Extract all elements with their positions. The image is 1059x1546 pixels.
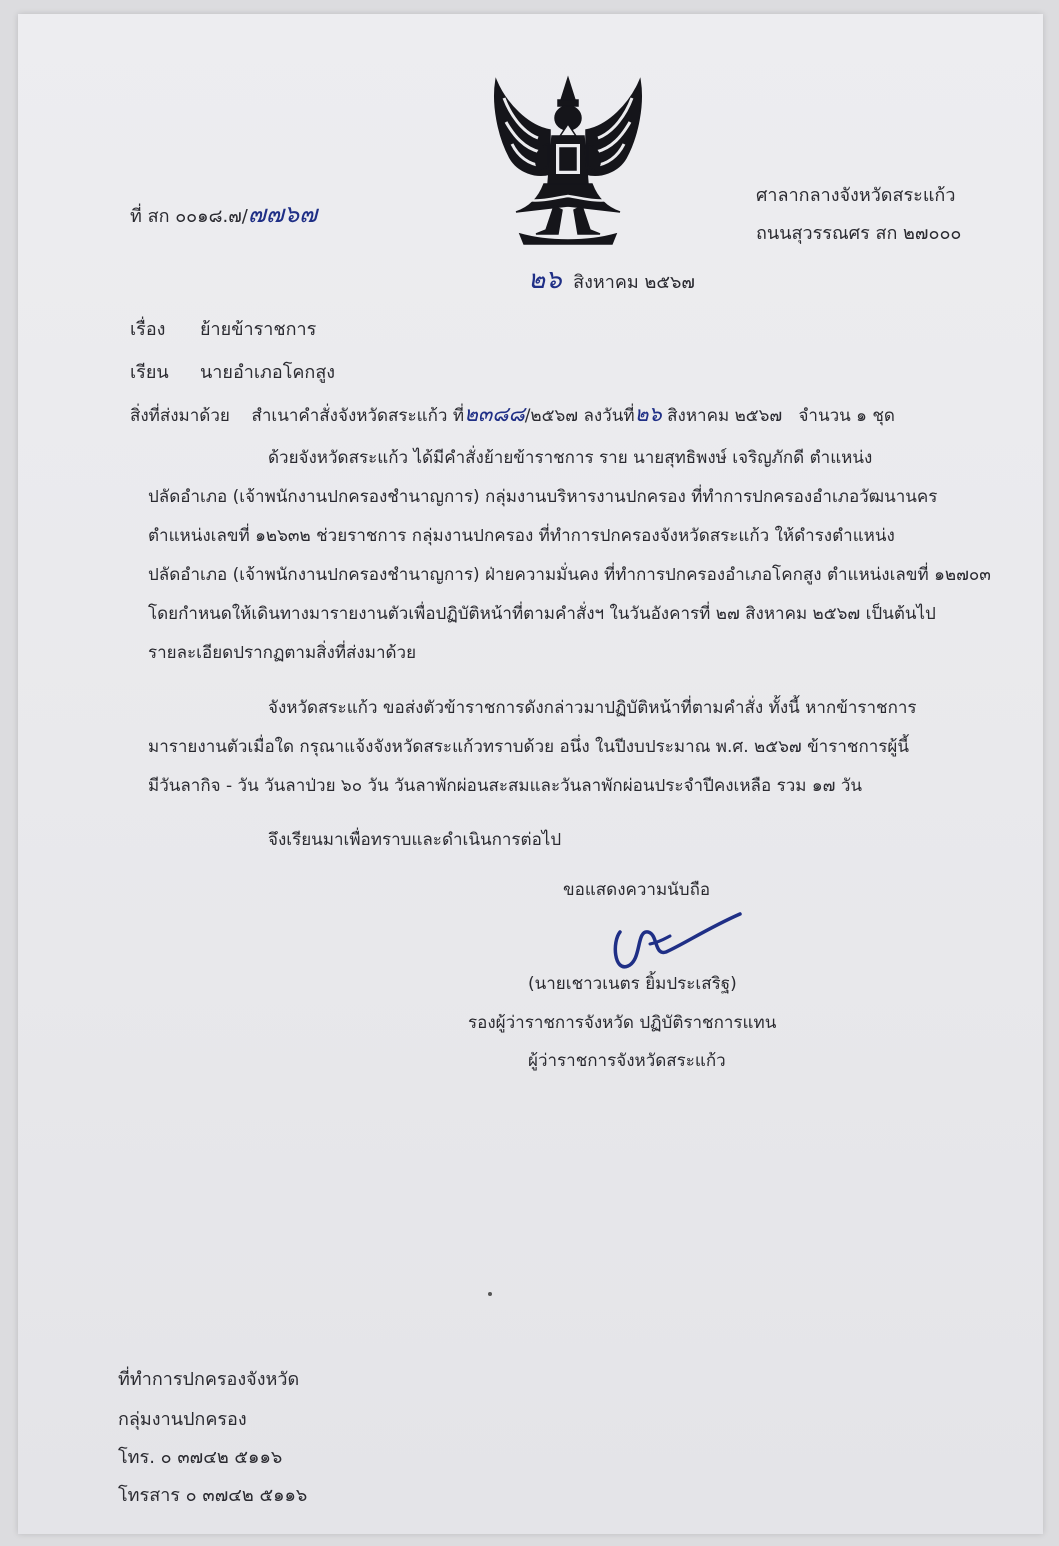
enclosure-text-1: สำเนาคำสั่งจังหวัดสระแก้ว ที่ xyxy=(251,406,465,426)
garuda-emblem-icon xyxy=(488,74,648,246)
reference-prefix: ที่ สก ๐๐๑๘.๗/ xyxy=(130,206,248,227)
letter-page xyxy=(18,14,1043,1534)
enclosure-day-handwritten: ๒๖ xyxy=(634,402,662,426)
paragraph-1-line: โดยกำหนดให้เดินทางมารายงานตัวเพื่อปฏิบัติหน้าที่ตามคำสั่งฯ ในวันอังคารที่ ๒๗ สิงหาคม ๒๕๖๗ เป็นต้นไป xyxy=(148,604,936,624)
signer-position-2: ผู้ว่าราชการจังหวัดสระแก้ว xyxy=(528,1051,726,1071)
salutation: ขอแสดงความนับถือ xyxy=(563,880,711,900)
signer-name: (นายเชาวเนตร ยิ้มประเสริฐ) xyxy=(528,974,737,994)
paragraph-1-line: ปลัดอำเภอ (เจ้าพนักงานปกครองชำนาญการ) กลุ่มงานบริหารงานปกครอง ที่ทำการปกครองอำเภอวัฒนานคร xyxy=(148,487,938,507)
paragraph-1-line: ด้วยจังหวัดสระแก้ว ได้มีคำสั่งย้ายข้าราชการ ราย นายสุทธิพงษ์ เจริญภักดี ตำแหน่ง xyxy=(268,448,873,468)
address-line-1: ศาลากลางจังหวัดสระแก้ว xyxy=(756,185,956,206)
address-line-2: ถนนสุวรรณศร สก ๒๗๐๐๐ xyxy=(756,223,962,244)
footer-fax: โทรสาร ๐ ๓๗๔๒ ๕๑๑๖ xyxy=(118,1485,308,1506)
paper-speck xyxy=(488,1292,492,1296)
paragraph-1-line: รายละเอียดปรากฏตามสิ่งที่ส่งมาด้วย xyxy=(148,643,417,663)
paragraph-1-line: ปลัดอำเภอ (เจ้าพนักงานปกครองชำนาญการ) ฝ่ายความมั่นคง ที่ทำการปกครองอำเภอโคกสูง ตำแหน่งเลขที่ ๑๒๗๐๓ xyxy=(148,565,991,585)
footer-office: ที่ทำการปกครองจังหวัด xyxy=(118,1369,300,1390)
enclosure-order-handwritten: ๒๓๘๘ xyxy=(464,402,525,426)
reference-handwritten: ๗๗๖๗ xyxy=(247,200,318,228)
footer-phone: โทร. ๐ ๓๗๔๒ ๕๑๑๖ xyxy=(118,1447,283,1468)
paragraph-1-line: ตำแหน่งเลขที่ ๑๒๖๓๒ ช่วยราชการ กลุ่มงานปกครอง ที่ทำการปกครองจังหวัดสระแก้ว ให้ดำรงตำแหน่ง xyxy=(148,526,895,546)
recipient-label: เรียน xyxy=(130,362,169,383)
paragraph-2-line: จังหวัดสระแก้ว ขอส่งตัวข้าราชการดังกล่าวมาปฏิบัติหน้าที่ตามคำสั่ง ทั้งนี้ หากข้าราชการ xyxy=(268,698,917,718)
enclosure-text-3: สิงหาคม ๒๕๖๗ xyxy=(667,406,783,426)
signer-position-1: รองผู้ว่าราชการจังหวัด ปฏิบัติราชการแทน xyxy=(468,1013,777,1033)
date-day-handwritten: ๒๖ xyxy=(528,265,562,295)
letter-date xyxy=(528,259,695,300)
paragraph-2-line: มีวันลากิจ - วัน วันลาป่วย ๖๐ วัน วันลาพักผ่อนสะสมและวันลาพักผ่อนประจำปีคงเหลือ รวม ๑๗ วัน xyxy=(148,776,863,796)
recipient-value: นายอำเภอโคกสูง xyxy=(200,362,336,383)
enclosure-label: สิ่งที่ส่งมาด้วย xyxy=(130,406,230,426)
paragraph-2-line: มารายงานตัวเมื่อใด กรุณาแจ้งจังหวัดสระแก้วทราบด้วย อนึ่ง ในปีงบประมาณ พ.ศ. ๒๕๖๗ ข้าราชการผู้นี้ xyxy=(148,737,909,757)
enclosure-line xyxy=(130,398,895,431)
footer-division: กลุ่มงานปกครอง xyxy=(118,1409,247,1430)
enclosure-count: จำนวน ๑ ชุด xyxy=(798,406,895,426)
subject-value: ย้ายข้าราชการ xyxy=(200,319,317,340)
reference-number xyxy=(130,194,317,233)
subject-label: เรื่อง xyxy=(130,319,166,340)
closing-line: จึงเรียนมาเพื่อทราบและดำเนินการต่อไป xyxy=(268,830,562,850)
enclosure-text-2: /๒๕๖๗ ลงวันที่ xyxy=(524,406,635,426)
date-month-year: สิงหาคม ๒๕๖๗ xyxy=(573,272,695,293)
